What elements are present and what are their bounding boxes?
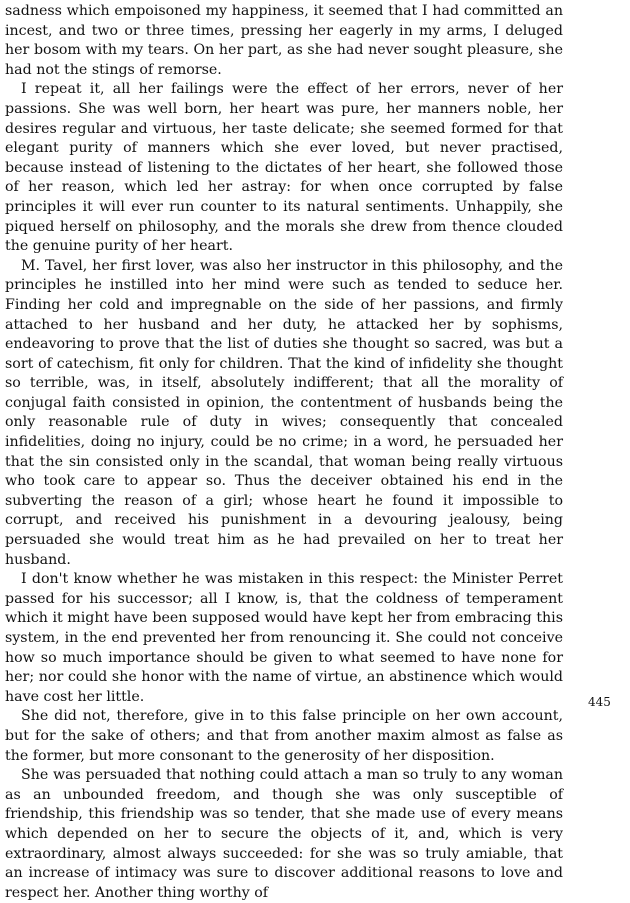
page-number: 445 [588,695,611,709]
paragraph: I don't know whether he was mistaken in this respect: the Minister Perret passed for his successor; all I know, is, that the coldness of temperament which it might have been supposed would have kept her from embracing this system, in the end prevented her from renouncing it. She could not conceive how so much importance should be given to what seemed to have none for her; nor could she honor with the name of virtue, an abstinence which would have cost her little. [5,571,563,705]
paragraph: She did not, therefore, give in to this false principle on her own account, but for the sake of others; and that from another maxim almost as false as the former, but more consonant to the generosity of her disposition. [5,708,563,764]
paragraph: She was persuaded that nothing could attach a man so truly to any woman as an unbounded freedom, and though she was only susceptible of friendship, this friendship was so tender, that she made use of every means which depended on her to secure the objects of it, and, which is very extraordinary, almost always succeeded: for she was so truly amiable, that an increase of intimacy was sure to discover additional reasons to love and respect her. Another thing worthy of [5,767,563,901]
paragraph: M. Tavel, her first lover, was also her instructor in this philosophy, and the principles he instilled into her mind were such as tended to seduce her. Finding her cold and impregnable on the side of her passions, and firmly attached to her husband and her duty, he attacked her by sophisms, endeavoring to prove that the list of duties she thought so sacred, was but a sort of catechism, fit only for children. That the kind of infidelity she thought so terrible, was, in itself, absolutely indifferent; that all the morality of conjugal faith consisted in opinion, the contentment of husbands being the only reasonable rule of duty in wives; consequently that concealed infidelities, doing no injury, could be no crime; in a word, he persuaded her that the sin consisted only in the scandal, that woman being really virtuous who took care to appear so. Thus the deceiver obtained his end in the subverting the reason of a girl; whose heart he found it impossible to corrupt, and received his punishment in a devouring jealousy, being persuaded she would treat him as he had prevailed on her to treat her husband. [5,257,563,568]
paragraph-continuation: sadness which empoisoned my happiness, it seemed that I had committed an incest, and two or three times, pressing her eagerly in my arms, I deluged her bosom with my tears. On her part, as she had never sought pleasure, she had not the stings of remorse. [5,3,563,78]
paragraph: I repeat it, all her failings were the effect of her errors, never of her passions. She was well born, her heart was pure, her manners noble, her desires regular and virtuous, her taste delicate; she seemed formed for that elegant purity of manners which she ever loved, but never practised, because instead of listening to the dictates of her heart, she followed those of her reason, which led her astray: for when once corrupted by false principles it will ever run counter to its natural sentiments. Unhappily, she piqued herself on philosophy, and the morals she drew from thence clouded the genuine purity of her heart. [5,81,563,255]
body-text [5,2,563,903]
